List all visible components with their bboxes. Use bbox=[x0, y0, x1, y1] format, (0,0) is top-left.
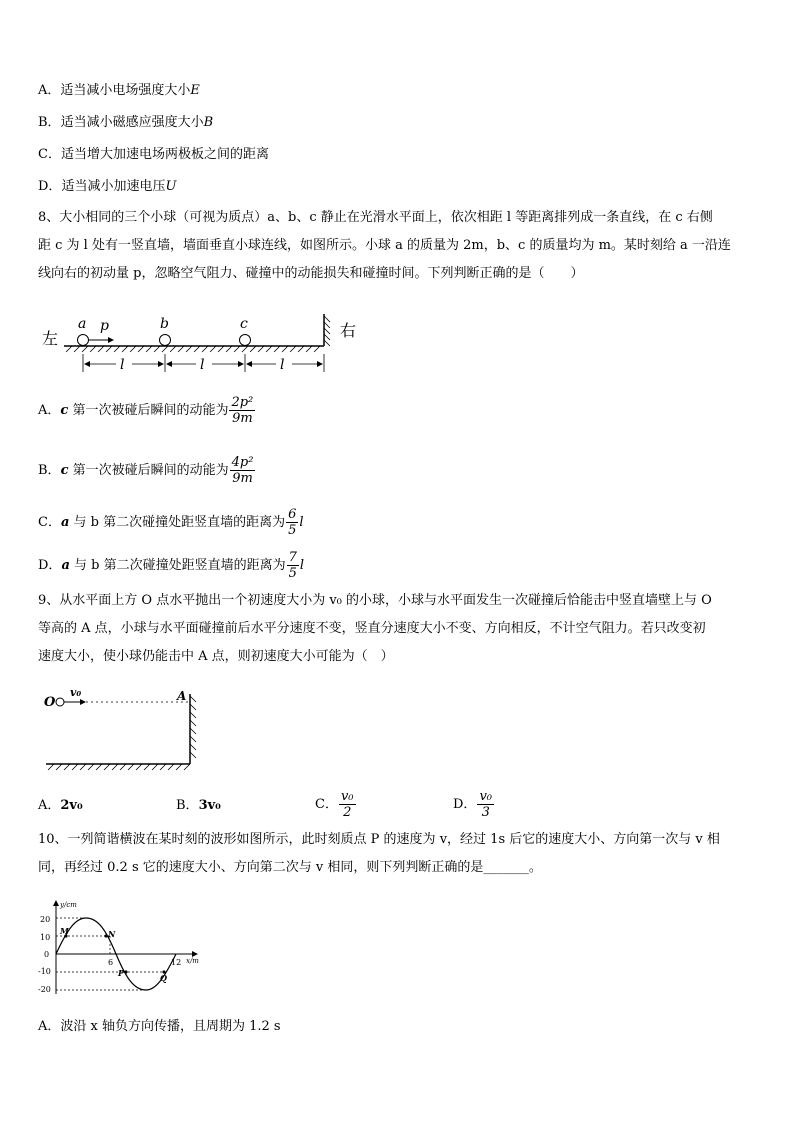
q9-line-2: 等高的 A 点，小球与水平面碰撞前后水平分速度不变，竖直分速度大小不变、方向相反，不计空气阻力。若只改变初 bbox=[38, 621, 706, 636]
q9-option-d-fraction: $\frac{\text{v₀}}{3}$ bbox=[479, 789, 492, 820]
q9-label-a: A bbox=[177, 689, 187, 703]
q9-wall-hatch bbox=[190, 696, 196, 758]
q10-point-p bbox=[124, 970, 127, 973]
q8-ground-hatch bbox=[66, 346, 320, 352]
q9-label-v0: v₀ bbox=[70, 686, 82, 699]
q10-y-tick-20: 20 bbox=[40, 915, 51, 924]
q9-ball bbox=[56, 698, 64, 706]
q8-option-b: B．c 第一次被碰后瞬间的动能为 $\frac{\text{4p²}}{9m}$ bbox=[38, 455, 254, 486]
q7-option-d: D．适当减小加速电压U bbox=[38, 179, 177, 194]
q8-label-right: 右 bbox=[340, 321, 357, 340]
q8-line-1: 8、大小相同的三个小球（可视为质点）a、b、c 静止在光滑水平面上，依次相距 l 等距离排列成一条直线，在 c 右侧 bbox=[38, 210, 713, 225]
q8-label-b: b bbox=[160, 316, 169, 332]
q8-label-left: 左 bbox=[42, 329, 59, 348]
q7-option-a: A．适当减小电场强度大小E bbox=[38, 83, 200, 98]
q8-ball-b bbox=[160, 335, 171, 346]
q9-line-3: 速度大小，使小球仍能击中 A 点，则初速度大小可能为（ ） bbox=[38, 649, 394, 664]
q9-line-1: 9、从水平面上方 O 点水平抛出一个初速度大小为 v₀ 的小球，小球与水平面发生一次碰撞后恰能击中竖直墙壁上与 O bbox=[38, 593, 712, 608]
q8-ball-a bbox=[78, 335, 89, 346]
q8-option-d-fraction: $\frac{7}{5}$ bbox=[288, 550, 297, 581]
q9-ground-hatch bbox=[48, 764, 190, 770]
q10-x-tick-12: 12 bbox=[171, 958, 182, 967]
q10-y-arrowhead bbox=[53, 900, 59, 906]
q8-ball-c bbox=[240, 335, 251, 346]
q10-label-m: M bbox=[60, 926, 69, 936]
q7-option-c: C．适当增大加速电场两极板之间的距离 bbox=[38, 147, 269, 162]
q9-label-o: O bbox=[44, 695, 56, 710]
q9-option-c: C． $\frac{\text{v₀}}{2}$ bbox=[315, 789, 354, 820]
q10-stem bbox=[38, 826, 758, 882]
q8-option-a: A．c 第一次被碰后瞬间的动能为 $\frac{\text{2p²}}{9m}$ bbox=[38, 395, 254, 426]
q10-option-a: A．波沿 x 轴负方向传播，且周期为 1.2 s bbox=[38, 1019, 281, 1034]
q8-stem bbox=[38, 204, 758, 288]
q10-figure bbox=[38, 898, 208, 998]
q8-option-d: D．a 与 b 第二次碰撞处距竖直墙的距离为 $\frac{7}{5}$ l bbox=[38, 550, 305, 581]
q10-label-n: N bbox=[108, 929, 116, 939]
q8-option-b-fraction: $\frac{\text{4p²}}{9m}$ bbox=[231, 455, 254, 486]
q9-option-b: B．3v₀ bbox=[176, 798, 221, 813]
q9-option-d: D． $\frac{\text{v₀}}{3}$ bbox=[453, 789, 492, 820]
q8-spacing-1: l bbox=[120, 357, 125, 373]
q8-arrowhead bbox=[108, 337, 114, 343]
q10-y-tick-minus10: -10 bbox=[38, 967, 51, 976]
q10-label-q: Q bbox=[160, 973, 167, 983]
q8-spacing-3: l bbox=[280, 357, 285, 373]
q10-label-p: P bbox=[118, 968, 125, 978]
q8-label-a: a bbox=[78, 316, 87, 332]
q8-option-c: C．a 与 b 第二次碰撞处距竖直墙的距离为 $\frac{6}{5}$ l bbox=[38, 507, 304, 538]
q9-option-c-fraction: $\frac{\text{v₀}}{2}$ bbox=[340, 789, 354, 820]
q10-y-tick-minus20: -20 bbox=[38, 985, 51, 994]
q8-line-2: 距 c 为 l 处有一竖直墙，墙面垂直小球连线，如图所示。小球 a 的质量为 2m，b、c 的质量均为 m。某时刻给 a 一沿连 bbox=[38, 238, 731, 253]
q10-x-axis-label: x/m bbox=[186, 957, 199, 965]
q7-option-b: B．适当减小磁感应强度大小B bbox=[38, 115, 214, 130]
q8-figure bbox=[38, 308, 368, 380]
q10-y-axis-label: y/cm bbox=[60, 901, 77, 909]
q8-line-3: 线向右的初动量 p，忽略空气阻力、碰撞中的动能损失和碰撞时间。下列判断正确的是（ ） bbox=[38, 266, 584, 281]
q8-wall-hatch bbox=[324, 316, 330, 346]
q8-spacing-2: l bbox=[200, 357, 205, 373]
q10-x-tick-6: 6 bbox=[108, 958, 114, 967]
q10-line-2: 同，再经过 0.2 s 它的速度大小、方向第二次与 v 相同，则下列判断正确的是_______。 bbox=[38, 860, 542, 875]
q10-y-tick-10: 10 bbox=[40, 933, 51, 942]
q8-option-a-fraction: $\frac{\text{2p²}}{9m}$ bbox=[231, 395, 254, 426]
q10-y-tick-0: 0 bbox=[44, 950, 50, 959]
q8-label-c: c bbox=[240, 316, 248, 332]
q9-stem bbox=[38, 587, 758, 671]
q9-option-a: A．2v₀ bbox=[38, 798, 83, 813]
q9-arrowhead bbox=[80, 699, 86, 705]
q8-option-c-fraction: $\frac{6}{5}$ bbox=[288, 507, 297, 538]
q9-figure bbox=[40, 686, 210, 778]
q10-line-1: 10、一列简谐横波在某时刻的波形如图所示，此时刻质点 P 的速度为 v，经过 1s 后它的速度大小、方向第一次与 v 相 bbox=[38, 832, 720, 847]
q8-label-p: p bbox=[100, 318, 109, 334]
